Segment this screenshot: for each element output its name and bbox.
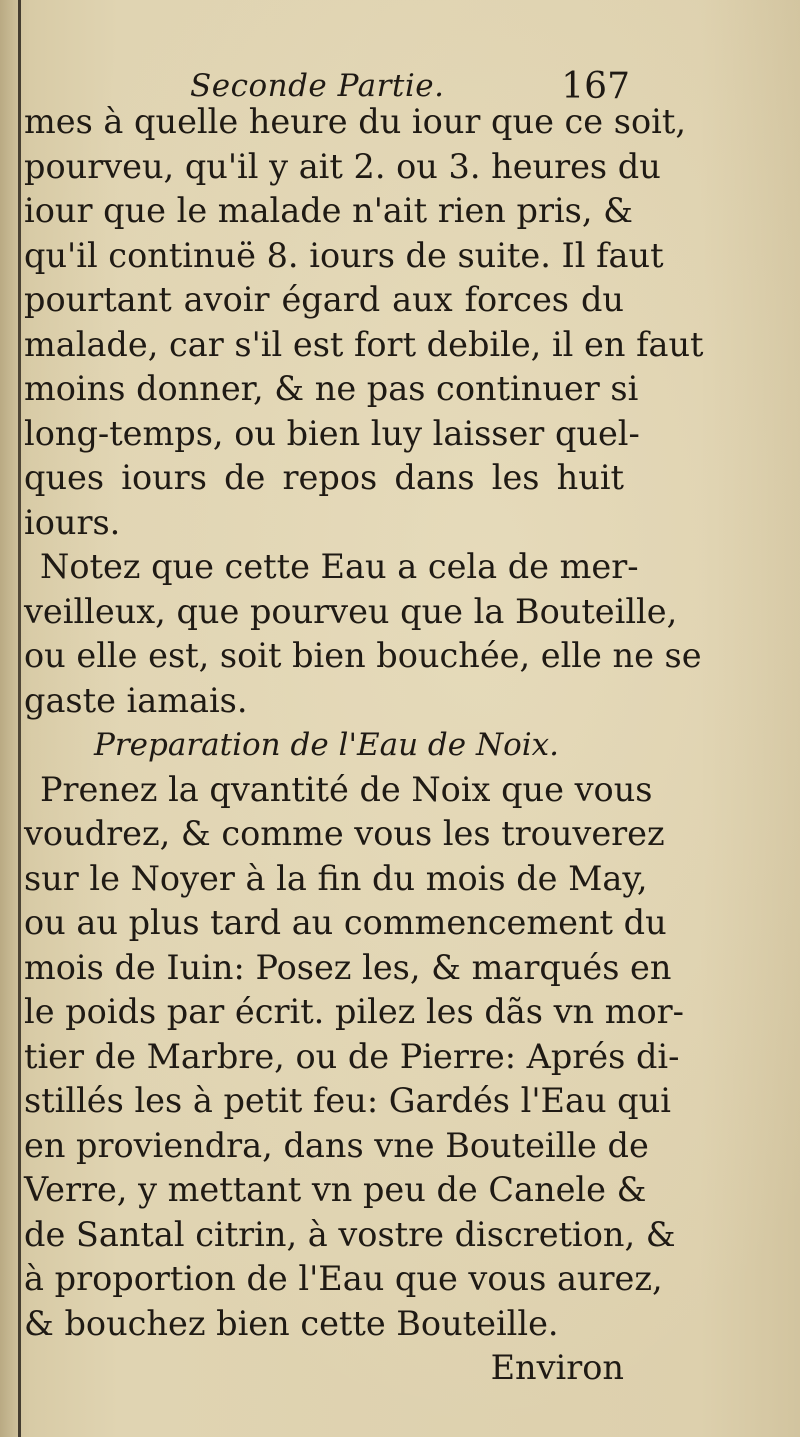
- text-line: pourveu, qu'il y ait 2. ou 3. heures du: [24, 146, 661, 186]
- page-gutter: [0, 0, 18, 1437]
- text-line: pourtant avoir égard aux forces du: [24, 280, 624, 319]
- text-line: Verre, y mettant vn peu de Canele &: [24, 1170, 647, 1209]
- text-line: le poids par écrit. pilez les dãs vn mor-: [24, 992, 685, 1031]
- text-line: gaste iamais.: [24, 680, 248, 720]
- text-line: Prenez la qvantité de Noix que vous: [40, 769, 653, 809]
- page-number: 167: [561, 66, 630, 107]
- text-line: ques iours de repos dans les huit: [24, 458, 624, 497]
- catchword: Environ: [490, 1348, 624, 1387]
- text-line: ou au plus tard au commencement du: [24, 903, 667, 942]
- text-line: de Santal citrin, à vostre discretion, &: [24, 1214, 676, 1254]
- binding-edge: [18, 0, 21, 1437]
- text-line: qu'il continuë 8. iours de suite. Il faut: [24, 235, 664, 275]
- paragraph-3: [24, 768, 685, 1347]
- text-line: veilleux, que pourveu que la Bouteille,: [24, 591, 678, 631]
- text-line: en proviendra, dans vne Bouteille de: [24, 1125, 649, 1165]
- text-line: Notez que cette Eau a cela de mer-: [40, 547, 639, 586]
- page-text: [24, 100, 704, 1391]
- paragraph-2: [24, 545, 702, 723]
- running-head: Seconde Partie.: [190, 68, 445, 104]
- text-line: malade, car s'il est fort debile, il en faut: [24, 324, 704, 364]
- text-line: tier de Marbre, ou de Pierre: Aprés di-: [24, 1036, 680, 1076]
- text-line: à proportion de l'Eau que vous aurez,: [24, 1259, 663, 1298]
- text-line: ou elle est, soit bien bouchée, elle ne se: [24, 636, 702, 675]
- text-line: & bouchez bien cette Bouteille.: [24, 1303, 559, 1343]
- paragraph-1: [24, 100, 704, 545]
- text-line: moins donner, & ne pas continuer si: [24, 369, 639, 408]
- text-line: sur le Noyer à la fin du mois de May,: [24, 858, 648, 898]
- text-line: mes à quelle heure du iour que ce soit,: [24, 102, 686, 141]
- text-line: iours.: [24, 502, 121, 542]
- section-title: Preparation de l'Eau de Noix.: [94, 727, 559, 763]
- text-line: stillés les à petit feu: Gardés l'Eau qui: [24, 1081, 671, 1120]
- text-line: voudrez, & comme vous les trouverez: [24, 814, 665, 853]
- text-line: long-temps, ou bien luy laisser quel-: [24, 413, 640, 453]
- text-line: mois de Iuin: Posez les, & marqués en: [24, 947, 672, 987]
- text-line: iour que le malade n'ait rien pris, &: [24, 191, 633, 230]
